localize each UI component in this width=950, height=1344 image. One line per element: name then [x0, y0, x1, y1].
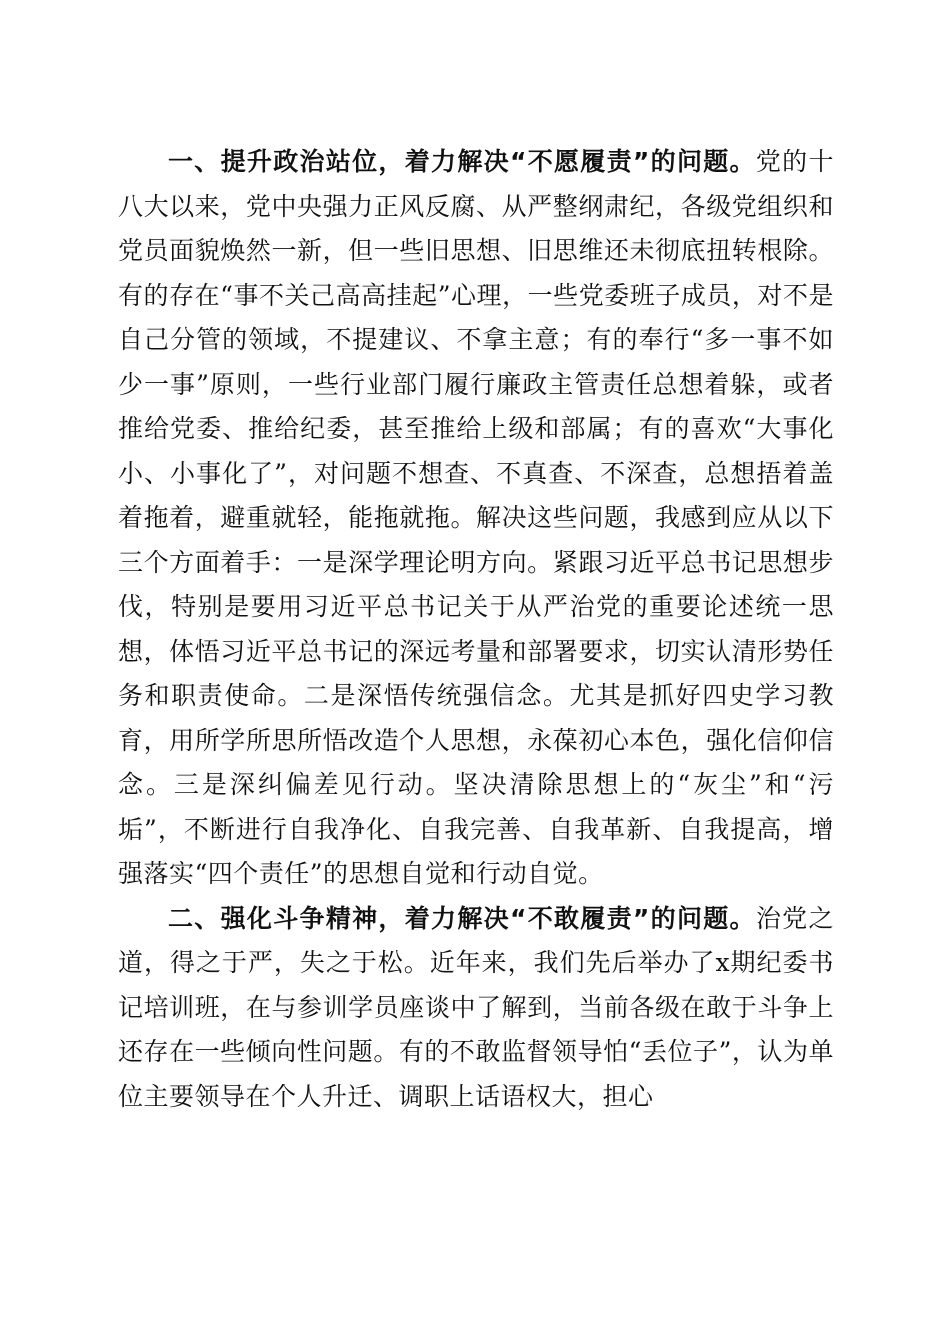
paragraph-2	[118, 897, 834, 1120]
section-heading-1: 一、提升政治站位，着力解决“不愿履责”的问题。	[168, 147, 756, 176]
paragraph-2-text: 治党之道，得之于严，失之于松。近年来，我们先后举办了x期纪委书记培训班，在与参训学员座谈中了解到，当前各级在敢于斗争上还存在一些倾向性问题。有的不敢监督领导怕“丢位子”，认为单位主要领导在个人升迁、调职上话语权大，担心	[118, 903, 834, 1111]
document-body	[118, 140, 834, 1119]
paragraph-1	[118, 140, 834, 897]
section-heading-2: 二、强化斗争精神，着力解决“不敢履责”的问题。	[168, 903, 756, 933]
paragraph-1-text: 党的十八大以来，党中央强力正风反腐、从严整纲肃纪，各级党组织和党员面貌焕然一新，但一些旧思想、旧思维还未彻底扭转根除。有的存在“事不关己高高挂起”心理，一些党委班子成员，对不是自己分管的领域，不提建议、不拿主意；有的奉行“多一事不如少一事”原则，一些行业部门履行廉政主管责任总想着躲，或者推给党委、推给纪委，甚至推给上级和部属；有的喜欢“大事化小、小事化了”，对问题不想查、不真查、不深查，总想捂着盖着拖着，避重就轻，能拖就拖。解决这些问题，我感到应从以下三个方面着手：一是深学理论明方向。紧跟习近平总书记思想步伐，特别是要用习近平总书记关于从严治党的重要论述统一思想，体悟习近平总书记的深远考量和部署要求，切实认清形势任务和职责使命。二是深悟传统强信念。尤其是抓好四史学习教育，用所学所思所悟改造个人思想，永葆初心本色，强化信仰信念。三是深纠偏差见行动。坚决清除思想上的“灰尘”和“污垢”，不断进行自我净化、自我完善、自我革新、自我提高，增强落实“四个责任”的思想自觉和行动自觉。	[118, 147, 834, 888]
